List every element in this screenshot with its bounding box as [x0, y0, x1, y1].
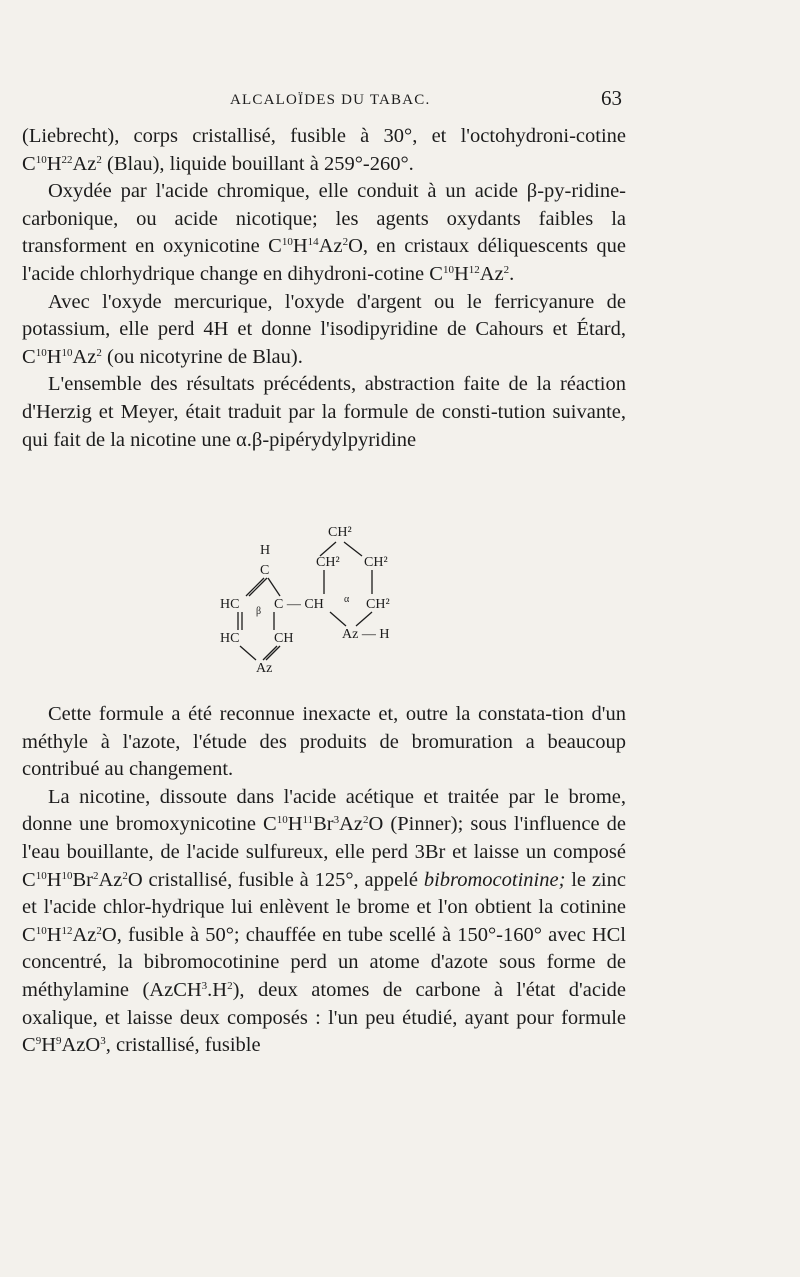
superscript: 2: [96, 346, 102, 359]
text-run: , cristallisé, fusible: [105, 1034, 261, 1057]
text-run: (Liebrecht), corps cristallisé, fusible à 30°, et l'octohydroni-cotine C: [22, 125, 626, 175]
text-run: O (Pinner); sous l'influence de l'eau bouillante, de l'acide sulfureux, elle perd 3Br et laisse un composé C: [22, 813, 626, 891]
text-run: Az: [72, 923, 97, 946]
running-title: ALCALOÏDES DU TABAC.: [230, 92, 431, 108]
formula-az-h: Az — H: [342, 627, 390, 642]
superscript: 10: [35, 924, 47, 937]
text-run: O, fusible à 50°; chauffée en tube scellé à 150°-160° avec HCl concentré, la bibromocotinine perd un atome d'azote sous forme de méthylamine (AzCH: [22, 923, 626, 1001]
superscript: 2: [93, 869, 99, 882]
text-run: Az: [318, 235, 343, 258]
paragraph: [22, 784, 626, 1060]
formula-c: C: [260, 563, 270, 578]
superscript: 9: [56, 1035, 62, 1048]
superscript: 10: [442, 263, 454, 276]
text-run: (ou nicotyrine de Blau).: [101, 345, 303, 368]
formula-hc-lower: HC: [220, 631, 240, 646]
formula-c-ch: C — CH: [274, 597, 324, 612]
page-number: 63: [601, 86, 622, 110]
text-run: ), deux atomes de carbone à l'état d'acide oxalique, et laisse deux composés : l'un peu étudié, ayant pour formule C: [22, 978, 626, 1057]
text-run: H: [292, 235, 308, 258]
superscript: 10: [281, 236, 293, 249]
formula-ch2-lower: CH²: [366, 597, 390, 612]
text-run: .: [509, 262, 515, 285]
text-run: L'ensemble des résultats précédents, abstraction faite de la réaction d'Herzig et Meyer, était traduit par la formule de consti-tution suivante, qui fait de la nicotine une α.β-pipérydylpyridine: [22, 373, 626, 451]
text-run: Az: [72, 345, 97, 368]
superscript: 10: [61, 346, 73, 359]
text-run: Oxydée par l'acide chromique, elle conduit à un acide β-py-ridine-carbonique, ou acide nicotique; les agents oxydants faibles la transforment en oxynicotine C: [22, 180, 626, 258]
formula-beta: β: [256, 606, 262, 617]
superscript: 9: [35, 1035, 42, 1048]
superscript: 2: [96, 153, 102, 166]
text-run: O cristallisé, fusible à 125°, appelé: [127, 868, 424, 891]
text-run: H: [46, 868, 62, 891]
text-run: Br: [72, 868, 93, 891]
paragraph: [22, 701, 626, 784]
formula-alpha: α: [344, 594, 350, 605]
superscript: 2: [122, 869, 128, 882]
paragraph: [22, 371, 626, 454]
superscript: 11: [302, 814, 314, 827]
text-run: Avec l'oxyde mercurique, l'oxyde d'argent ou le ferricyanure de potassium, elle perd 4H et donne l'isodipyridine de Cahours et Étard, C: [22, 290, 626, 368]
superscript: 14: [307, 236, 319, 249]
formula-ch: CH: [274, 631, 294, 646]
text-run: AzO: [61, 1034, 101, 1057]
superscript: 3: [333, 814, 340, 827]
superscript: 12: [61, 924, 73, 937]
text-run: Az: [98, 868, 123, 891]
superscript: 3: [100, 1035, 106, 1048]
text-run: H: [46, 152, 62, 175]
superscript: 2: [342, 236, 349, 249]
superscript: 2: [363, 814, 369, 827]
paragraph: [22, 123, 626, 178]
paragraph: [22, 178, 626, 288]
superscript: 10: [35, 869, 47, 882]
formula-az: Az: [256, 661, 273, 676]
superscript: 10: [35, 153, 47, 166]
text-run: H: [453, 262, 469, 285]
formula-ch2-right: CH²: [364, 555, 388, 570]
formula-hc-upper: HC: [220, 597, 240, 612]
text-block-bottom: [22, 701, 626, 1060]
superscript: 10: [35, 346, 47, 359]
text-run: La nicotine, dissoute dans l'acide acétique et traitée par le brome, donne une bromoxynicotine C: [22, 785, 626, 836]
formula-ch2-top: CH²: [328, 525, 352, 540]
text-run: H: [46, 923, 62, 946]
superscript: 22: [61, 153, 73, 166]
superscript: 12: [468, 263, 480, 276]
structural-formula: [190, 512, 450, 687]
formula-h: H: [260, 543, 271, 558]
formula-diagram: [190, 512, 450, 687]
superscript: 2: [96, 924, 102, 937]
text-run: Az: [72, 152, 97, 175]
text-run: Cette formule a été reconnue inexacte et, outre la constata-tion d'un méthyle à l'azote, l'étude des produits de bromuration a beaucoup contribué au changement.: [22, 703, 626, 781]
superscript: 10: [276, 814, 288, 827]
text-run: H: [287, 813, 303, 836]
text-run: .H: [207, 978, 228, 1001]
text-run: le zinc et l'acide chlor-hydrique lui enlèvent le brome et l'on obtient la cotinine C: [22, 868, 626, 946]
italic-term: bibromocotinine;: [423, 868, 566, 891]
page-header: [0, 86, 800, 116]
text-run: O, en cristaux déliquescents que l'acide chlorhydrique change en dihydroni-cotine C: [22, 235, 626, 285]
superscript: 2: [227, 979, 233, 992]
superscript: 3: [201, 979, 208, 992]
pyridine-ring-bonds: [238, 578, 280, 660]
text-run: H: [41, 1034, 56, 1057]
text-run: Az: [339, 813, 364, 836]
superscript: 10: [61, 869, 73, 882]
superscript: 2: [503, 263, 510, 276]
text-block-top: [22, 123, 626, 454]
formula-ch2-left: CH²: [316, 555, 340, 570]
text-run: Br: [313, 813, 334, 836]
text-run: (Blau), liquide bouillant à 259°-260°.: [101, 152, 414, 175]
text-run: Az: [479, 262, 504, 285]
paragraph: [22, 289, 626, 372]
text-run: H: [46, 345, 62, 368]
